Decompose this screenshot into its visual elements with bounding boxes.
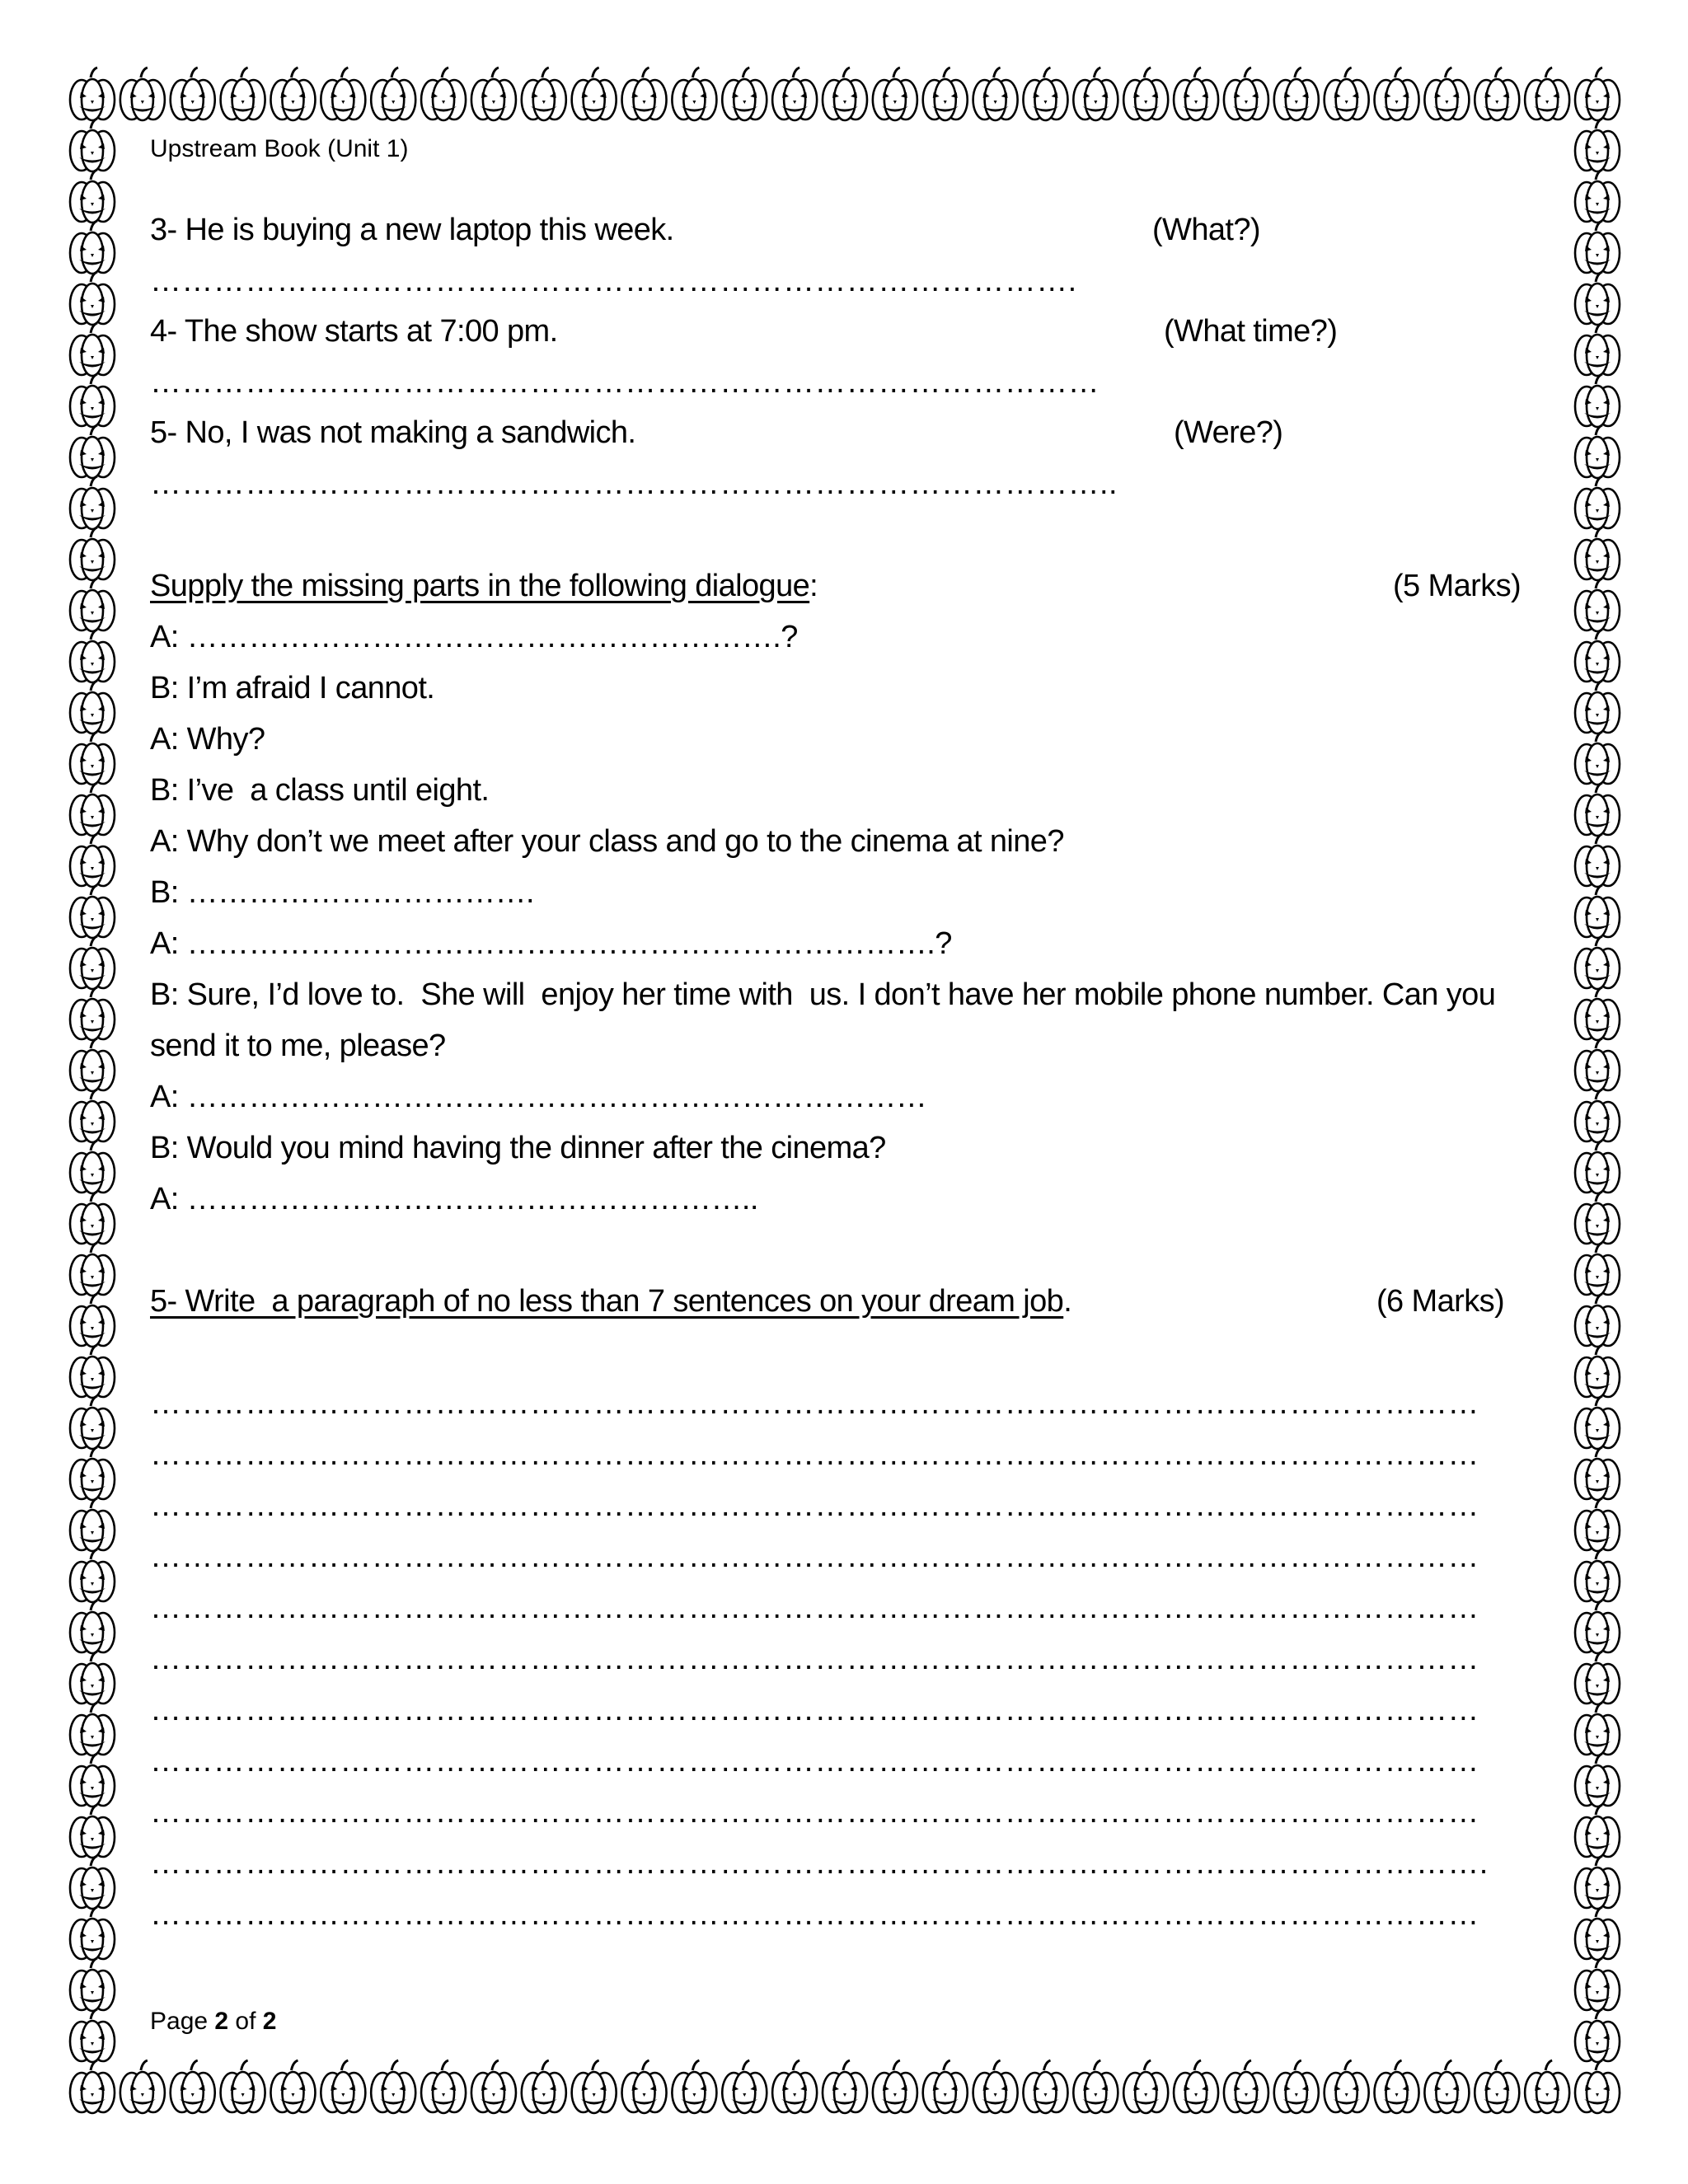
dialogue-line-9: send it to me, please?: [150, 1029, 446, 1063]
footer-current-page: 2: [214, 2008, 229, 2035]
dialogue-line-3: A: Why?: [150, 722, 265, 757]
writing-line-9[interactable]: ………………………………………………………………………………………………………………: [150, 1795, 1479, 1830]
dialogue-line-12[interactable]: A: ………………………………………………..: [150, 1182, 758, 1216]
dialogue-line-10[interactable]: A: ………………………………………………………………: [150, 1080, 927, 1114]
dialogue-heading: [150, 569, 818, 604]
writing-line-1[interactable]: ………………………………………………………………………………………………………………: [150, 1386, 1479, 1421]
header-title: Upstream Book (Unit 1): [150, 135, 409, 162]
question-4-text: 4- The show starts at 7:00 pm.: [150, 314, 558, 349]
question-3-text: 3- He is buying a new laptop this week.: [150, 213, 674, 247]
footer-total-pages: 2: [262, 2008, 277, 2035]
writing-line-10[interactable]: ……………………………………………………………………………………………………………….: [150, 1846, 1489, 1881]
question-5-hint: (Were?): [1174, 415, 1283, 450]
dialogue-line-1[interactable]: A: ………………………………………………….?: [150, 620, 798, 654]
question-5-answer-line[interactable]: ………………………………………………………………………………..: [150, 466, 1118, 501]
question-5-text: 5- No, I was not making a sandwich.: [150, 415, 636, 450]
writing-title-suffix: .: [1063, 1284, 1072, 1319]
dialogue-title: Supply the missing parts in the following dialogue: [150, 569, 810, 603]
dialogue-line-11: B: Would you mind having the dinner after the cinema?: [150, 1131, 886, 1165]
question-3-hint: (What?): [1152, 213, 1260, 247]
writing-line-7[interactable]: ………………………………………………………………………………………………………………: [150, 1693, 1479, 1727]
writing-heading: [150, 1284, 1071, 1319]
question-3-answer-line[interactable]: …………………………………………………………………………….: [150, 264, 1077, 298]
writing-line-4[interactable]: ………………………………………………………………………………………………………………: [150, 1540, 1479, 1574]
question-4-answer-line[interactable]: ………………………………………………………………………………: [150, 365, 1100, 400]
dialogue-line-5: A: Why don’t we meet after your class and go to the cinema at nine?: [150, 824, 1064, 859]
writing-line-2[interactable]: ………………………………………………………………………………………………………………: [150, 1437, 1479, 1472]
dialogue-line-2: B: I’m afraid I cannot.: [150, 671, 435, 705]
writing-line-5[interactable]: ………………………………………………………………………………………………………………: [150, 1591, 1479, 1625]
writing-line-6[interactable]: ………………………………………………………………………………………………………………: [150, 1642, 1479, 1676]
writing-marks: (6 Marks): [1376, 1284, 1505, 1319]
writing-line-3[interactable]: ………………………………………………………………………………………………………………: [150, 1488, 1479, 1523]
footer-middle: of: [228, 2008, 263, 2035]
dialogue-marks: (5 Marks): [1393, 569, 1522, 603]
dialogue-title-suffix: :: [809, 569, 818, 603]
footer-prefix: Page: [150, 2008, 215, 2035]
dialogue-line-4: B: I’ve a class until eight.: [150, 773, 490, 808]
writing-line-11[interactable]: ………………………………………………………………………………………………………………: [150, 1897, 1479, 1932]
writing-title: 5- Write a paragraph of no less than 7 sentences on your dream job: [150, 1284, 1064, 1319]
dialogue-line-7[interactable]: A: ……………………………………………………………….?: [150, 926, 952, 961]
dialogue-line-6[interactable]: B: …………………………….: [150, 875, 535, 910]
dialogue-line-8: B: Sure, I’d love to. She will enjoy her time with us. I don’t have her mobile phone number. Can you: [150, 977, 1496, 1012]
page-footer: [150, 2008, 276, 2036]
writing-line-8[interactable]: ………………………………………………………………………………………………………………: [150, 1744, 1479, 1779]
question-4-hint: (What time?): [1164, 314, 1338, 349]
